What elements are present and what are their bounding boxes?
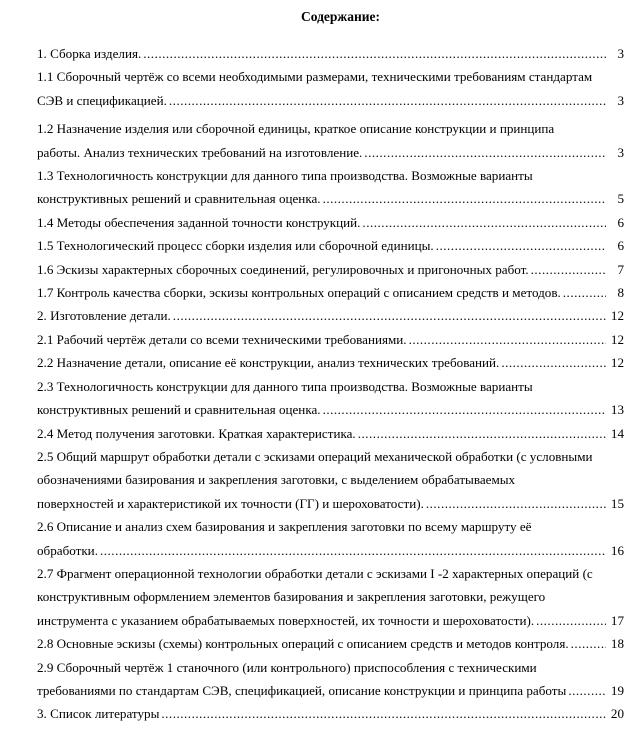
toc-entry-text: 3. Список литературы — [37, 706, 160, 722]
toc-page-number: 5 — [617, 191, 624, 207]
toc-entry-text: 2. Изготовление детали. — [37, 308, 171, 324]
toc-entry-row — [37, 42, 624, 65]
toc-dot-leader — [531, 258, 606, 281]
toc-entry-text: поверхностей и характеристикой их точности (ГГ) и шероховатости). — [37, 495, 424, 511]
toc-entry-row — [37, 492, 624, 515]
toc-dot-leader — [409, 328, 606, 351]
toc-title: Содержание: — [300, 9, 381, 24]
toc-entry — [37, 562, 624, 632]
toc-entry — [37, 702, 624, 725]
toc-entry — [37, 515, 624, 562]
toc-page-number: 7 — [617, 261, 624, 277]
toc-entry-text: 1.1 Сборочный чертёж со всеми необходимыми размерами, техническими требованиям стандартам — [37, 69, 593, 85]
toc-entry-text: 2.7 Фрагмент операционной технологии обработки детали с эскизами I -2 характерных операций (с — [37, 565, 593, 581]
toc-entry-row — [37, 398, 624, 421]
toc-entry — [37, 304, 624, 327]
toc-entry-row — [37, 609, 624, 632]
toc-list — [37, 42, 624, 726]
toc-entry-text: обозначениями базирования и закрепления заготовки, с выделением обрабатываемых — [37, 472, 516, 488]
toc-page-number: 3 — [617, 92, 624, 108]
toc-entry-text: 1.6 Эскизы характерных сборочных соединений, регулировочных и пригоночных работ. — [37, 261, 529, 277]
toc-page-number: 18 — [610, 636, 624, 652]
toc-entry-text: 1.7 Контроль качества сборки, эскизы контрольных операций с описанием средств и методов. — [37, 285, 561, 301]
toc-entry-row — [37, 632, 624, 655]
toc-page-number: 3 — [617, 144, 624, 160]
toc-dot-leader — [173, 304, 606, 327]
toc-entry — [37, 445, 624, 515]
toc-entry — [37, 65, 624, 112]
toc-entry-text: требованиями по стандартам СЭВ, спецификацией, описание конструкции и принципа работы — [37, 682, 567, 698]
toc-dot-leader — [501, 351, 606, 374]
toc-page-number: 12 — [610, 331, 624, 347]
toc-entry-row — [37, 304, 624, 327]
toc-entry-row — [37, 539, 624, 562]
toc-dot-leader — [358, 422, 606, 445]
toc-entry-text: СЭВ и спецификацией. — [37, 92, 167, 108]
toc-entry — [37, 328, 624, 351]
toc-dot-leader — [323, 187, 606, 210]
toc-entry-row — [37, 281, 624, 304]
toc-entry-text: конструктивных решений и сравнительная оценка. — [37, 191, 321, 207]
toc-entry-text: 2.3 Технологичность конструкции для данного типа производства. Возможные варианты — [37, 378, 533, 394]
toc-entry — [37, 656, 624, 703]
toc-entry-text: 1.3 Технологичность конструкции для данного типа производства. Возможные варианты — [37, 168, 533, 184]
toc-entry-text: 2.4 Метод получения заготовки. Краткая характеристика. — [37, 425, 356, 441]
toc-dot-leader — [362, 211, 606, 234]
toc-entry-text: инструмента с указанием обрабатываемых поверхностей, их точности и шероховатости). — [37, 612, 535, 628]
toc-dot-leader — [364, 141, 606, 164]
toc-dot-leader — [568, 679, 606, 702]
toc-page-number: 12 — [610, 308, 624, 324]
toc-page-number: 6 — [617, 238, 624, 254]
toc-entry-row — [37, 679, 624, 702]
toc-page-number: 15 — [610, 495, 624, 511]
toc-dot-leader — [536, 609, 606, 632]
toc-page-number: 19 — [610, 682, 624, 698]
toc-entry — [37, 117, 624, 164]
toc-entry-text: обработки. — [37, 542, 98, 558]
toc-document — [37, 0, 624, 726]
toc-entry-row — [37, 211, 624, 234]
toc-entry — [37, 351, 624, 374]
toc-dot-leader — [161, 702, 606, 725]
toc-dot-leader — [426, 492, 606, 515]
toc-entry — [37, 258, 624, 281]
toc-entry-row — [37, 141, 624, 164]
toc-page-number: 16 — [610, 542, 624, 558]
toc-entry — [37, 375, 624, 422]
toc-entry-text: 2.8 Основные эскизы (схемы) контрольных операций с описанием средств и методов контроля. — [37, 636, 569, 652]
toc-dot-leader — [571, 632, 606, 655]
toc-dot-leader — [169, 89, 606, 112]
toc-entry — [37, 281, 624, 304]
toc-page-number: 20 — [610, 706, 624, 722]
toc-dot-leader — [143, 42, 606, 65]
toc-dot-leader — [563, 281, 606, 304]
toc-entry-text: конструктивных решений и сравнительная оценка. — [37, 402, 321, 418]
toc-entry-text: 1.4 Методы обеспечения заданной точности конструкций. — [37, 214, 361, 230]
toc-page-number: 8 — [617, 285, 624, 301]
toc-page-number: 6 — [617, 214, 624, 230]
toc-entry-text: работы. Анализ технических требований на изготовление. — [37, 144, 363, 160]
toc-entry-row — [37, 234, 624, 257]
toc-entry-row — [37, 702, 624, 725]
toc-entry — [37, 632, 624, 655]
toc-entry-text: конструктивным оформлением элементов базирования и закрепления заготовки, режущего — [37, 589, 546, 605]
toc-entry — [37, 234, 624, 257]
toc-entry — [37, 42, 624, 65]
toc-entry — [37, 211, 624, 234]
toc-entry — [37, 422, 624, 445]
toc-dot-leader — [323, 398, 606, 421]
toc-entry-row — [37, 422, 624, 445]
toc-entry-text: 2.9 Сборочный чертёж 1 станочного (или контрольного) приспособления с техническими — [37, 659, 537, 675]
toc-entry-row — [37, 328, 624, 351]
toc-entry-row — [37, 351, 624, 374]
toc-entry-text: 2.5 Общий маршрут обработки детали с эскизами операций механической обработки (с условными — [37, 448, 593, 464]
toc-entry-row — [37, 187, 624, 210]
toc-entry-text: 2.2 Назначение детали, описание её конструкции, анализ технических требований. — [37, 355, 500, 371]
toc-entry-text: 2.6 Описание и анализ схем базирования и закрепления заготовки по всему маршруту её — [37, 519, 532, 535]
toc-entry-text: 1.2 Назначение изделия или сборочной единицы, краткое описание конструкции и принципа — [37, 121, 555, 137]
toc-page-number: 14 — [610, 425, 624, 441]
toc-dot-leader — [100, 539, 606, 562]
toc-page-number: 3 — [617, 46, 624, 61]
toc-entry-text: 2.1 Рабочий чертёж детали со всеми техническими требованиями. — [37, 331, 407, 347]
toc-entry — [37, 164, 624, 211]
toc-page-number: 17 — [610, 612, 624, 628]
toc-entry-row — [37, 258, 624, 281]
toc-entry-row — [37, 89, 624, 112]
toc-dot-leader — [436, 234, 606, 257]
toc-entry-text: 1.5 Технологический процесс сборки изделия или сборочной единицы. — [37, 238, 434, 254]
toc-entry-text: 1. Сборка изделия. — [37, 46, 142, 61]
toc-page-number: 12 — [610, 355, 624, 371]
toc-page-number: 13 — [610, 402, 624, 418]
